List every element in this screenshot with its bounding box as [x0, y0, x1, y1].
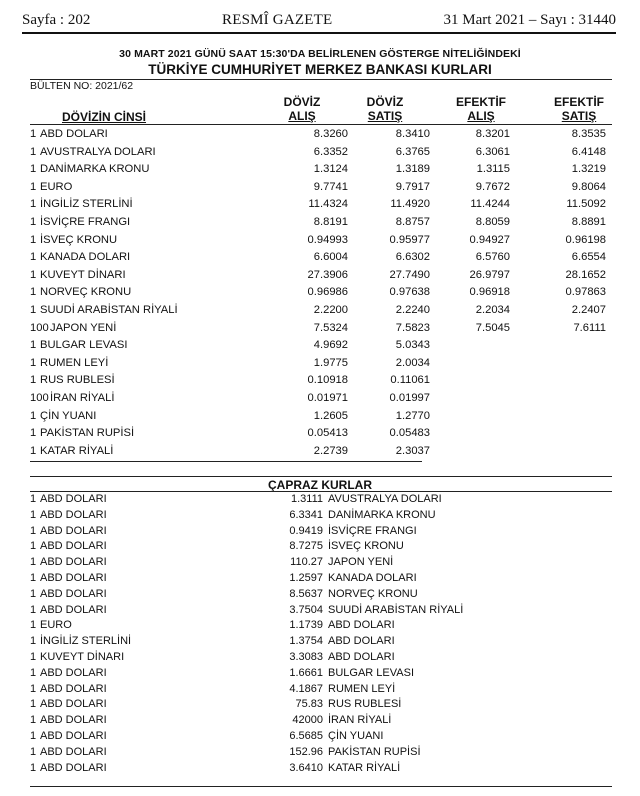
cross-row: [30, 603, 610, 619]
doviz-alis-value: 2.2739: [313, 444, 348, 457]
unit-quantity: 1: [30, 409, 37, 422]
unit-quantity: 1: [30, 650, 37, 663]
rates-bottom-rule: [30, 461, 422, 462]
doviz-satis-value: 0.11061: [390, 374, 430, 387]
base-currency: ABD DOLARI: [40, 571, 107, 584]
doviz-satis-value: 6.6302: [395, 251, 430, 264]
unit-quantity: 1: [30, 508, 37, 521]
doviz-satis-value: 27.7490: [389, 268, 430, 281]
table-row: [30, 232, 610, 250]
bulletin-number: BÜLTEN NO: 2021/62: [30, 80, 134, 92]
doviz-satis-value: 8.8757: [395, 215, 430, 228]
efektif-satis-value: 2.2407: [571, 303, 606, 316]
unit-quantity: 1: [30, 666, 37, 679]
efektif-satis-value: 8.8891: [571, 215, 606, 228]
currency-name: SUUDİ ARABİSTAN RİYALİ: [40, 303, 178, 316]
cross-rates-table: [30, 492, 610, 776]
base-currency: ABD DOLARI: [40, 524, 107, 537]
currency-name: RUMEN LEYİ: [40, 356, 109, 369]
currency-name: İSVİÇRE FRANGI: [40, 215, 131, 228]
cross-row: [30, 539, 610, 555]
doviz-alis-value: 1.9775: [313, 356, 348, 369]
rates-table: [30, 126, 610, 460]
unit-quantity: 1: [30, 286, 37, 299]
target-currency: JAPON YENİ: [328, 556, 394, 569]
cross-rate-value: 3.7504: [289, 603, 323, 616]
unit-quantity: 1: [30, 198, 37, 211]
unit-quantity: 1: [30, 444, 37, 457]
table-row: [30, 390, 610, 408]
doviz-alis-value: 6.6004: [313, 251, 348, 264]
table-row: [30, 337, 610, 355]
cross-rate-value: 6.3341: [289, 508, 323, 521]
unit-quantity: 1: [30, 729, 37, 742]
unit-quantity: 1: [30, 339, 37, 352]
cross-rate-value: 1.2597: [289, 571, 323, 584]
cross-rate-value: 0.9419: [289, 524, 323, 537]
base-currency: İNGİLİZ STERLİNİ: [40, 635, 132, 648]
unit-quantity: 1: [30, 128, 37, 140]
target-currency: İSVİÇRE FRANGI: [328, 524, 417, 537]
currency-name: İSVEÇ KRONU: [40, 233, 118, 246]
doviz-satis-value: 1.3189: [395, 163, 430, 176]
cross-row: [30, 745, 610, 761]
currency-name: KATAR RİYALİ: [40, 444, 114, 457]
table-row: [30, 302, 610, 320]
cross-rate-value: 110.27: [290, 556, 323, 569]
doviz-satis-value: 8.3410: [395, 128, 430, 140]
efektif-alis-value: 9.7672: [475, 180, 510, 193]
target-currency: ABD DOLARI: [328, 619, 395, 632]
bottom-rule: [30, 786, 612, 787]
doviz-satis-value: 0.01997: [389, 391, 430, 404]
cross-top-rule: [30, 476, 612, 477]
base-currency: ABD DOLARI: [40, 729, 107, 742]
doviz-satis-value: 11.4920: [390, 198, 430, 211]
currency-name: KANADA DOLARI: [40, 251, 131, 264]
doviz-satis-value: 1.2770: [395, 409, 430, 422]
cross-row: [30, 713, 610, 729]
doviz-alis-value: 4.9692: [313, 339, 348, 352]
base-currency: ABD DOLARI: [40, 556, 107, 569]
unit-quantity: 1: [30, 571, 37, 584]
unit-quantity: 1: [30, 215, 37, 228]
document-title-line1: 30 MART 2021 GÜNÜ SAAT 15:30'DA BELİRLENEN GÖSTERGE NİTELİĞİNDEKİ: [119, 48, 521, 60]
unit-quantity: 100: [30, 391, 49, 404]
doviz-satis-value: 2.3037: [395, 444, 430, 457]
table-row: [30, 408, 610, 426]
doviz-satis-value: 6.3765: [395, 145, 430, 158]
table-row: [30, 372, 610, 390]
doviz-alis-value: 27.3906: [307, 268, 348, 281]
efektif-satis-value: 1.3219: [571, 163, 606, 176]
cross-row: [30, 650, 610, 666]
cross-rate-value: 3.6410: [289, 761, 323, 774]
table-row: [30, 320, 610, 338]
cross-rate-value: 1.1739: [289, 619, 323, 632]
target-currency: KANADA DOLARI: [328, 571, 417, 584]
base-currency: ABD DOLARI: [40, 603, 107, 616]
doviz-alis-value: 6.3352: [313, 145, 348, 158]
table-header-rule: [30, 124, 612, 125]
cross-row: [30, 729, 610, 745]
doviz-alis-value: 11.4324: [308, 198, 348, 211]
cross-rate-value: 75.83: [295, 698, 323, 711]
doviz-alis-value: 0.10918: [307, 374, 348, 387]
table-row: [30, 144, 610, 162]
cross-rate-value: 1.3111: [290, 493, 323, 505]
efektif-alis-value: 0.96918: [469, 286, 510, 299]
unit-quantity: 1: [30, 180, 37, 193]
doviz-alis-value: 8.3260: [313, 128, 348, 140]
doviz-satis-value: 0.97638: [389, 286, 430, 299]
cross-rates-title: ÇAPRAZ KURLAR: [268, 478, 372, 492]
efektif-alis-value: 7.5045: [475, 321, 510, 334]
base-currency: EURO: [40, 619, 72, 632]
efektif-alis-value: 8.8059: [475, 215, 510, 228]
unit-quantity: 1: [30, 556, 37, 569]
base-currency: ABD DOLARI: [40, 587, 107, 600]
doviz-satis-value: 5.0343: [395, 339, 430, 352]
column-header-efektif-satis: EFEKTİF SATIŞ: [554, 95, 604, 123]
column-header-currency: DÖVİZİN CİNSİ: [62, 110, 147, 124]
column-header-doviz-alis: DÖVİZ ALIŞ: [283, 95, 321, 123]
target-currency: DANİMARKA KRONU: [328, 508, 436, 521]
cross-row: [30, 682, 610, 698]
doviz-alis-value: 0.01971: [307, 391, 348, 404]
efektif-satis-value: 8.3535: [571, 128, 606, 140]
table-row: [30, 443, 610, 461]
target-currency: ABD DOLARI: [328, 635, 395, 648]
base-currency: ABD DOLARI: [40, 540, 107, 553]
doviz-alis-value: 9.7741: [313, 180, 348, 193]
currency-name: PAKİSTAN RUPİSİ: [40, 427, 135, 440]
efektif-alis-value: 2.2034: [475, 303, 510, 316]
cross-row: [30, 571, 610, 587]
target-currency: NORVEÇ KRONU: [328, 587, 418, 600]
unit-quantity: 1: [30, 540, 37, 553]
base-currency: ABD DOLARI: [40, 666, 107, 679]
efektif-alis-value: 26.9797: [469, 268, 510, 281]
efektif-satis-value: 0.97863: [565, 286, 606, 299]
currency-name: ÇİN YUANI: [40, 409, 97, 422]
cross-row: [30, 666, 610, 682]
currency-name: İNGİLİZ STERLİNİ: [40, 198, 133, 211]
unit-quantity: 1: [30, 303, 37, 316]
page-number: Sayfa : 202: [22, 12, 91, 28]
doviz-alis-value: 1.3124: [313, 163, 348, 176]
unit-quantity: 1: [30, 745, 37, 758]
gazette-header: [22, 8, 616, 32]
currency-name: KUVEYT DİNARI: [40, 268, 126, 281]
target-currency: İRAN RİYALİ: [328, 714, 392, 727]
unit-quantity: 1: [30, 619, 37, 632]
efektif-alis-value: 0.94927: [469, 233, 510, 246]
doviz-satis-value: 0.05483: [389, 427, 430, 440]
base-currency: ABD DOLARI: [40, 714, 107, 727]
base-currency: ABD DOLARI: [40, 761, 107, 774]
efektif-satis-value: 11.5092: [566, 198, 606, 211]
efektif-alis-value: 1.3115: [476, 163, 510, 176]
table-row: [30, 126, 610, 144]
unit-quantity: 1: [30, 698, 37, 711]
doviz-alis-value: 0.94993: [307, 233, 348, 246]
table-row: [30, 214, 610, 232]
efektif-alis-value: 6.3061: [475, 145, 510, 158]
efektif-satis-value: 9.8064: [571, 180, 606, 193]
cross-rate-value: 6.5685: [289, 729, 323, 742]
currency-name: EURO: [40, 180, 73, 193]
unit-quantity: 1: [30, 251, 37, 264]
unit-quantity: 1: [30, 682, 37, 695]
cross-rate-value: 3.3083: [289, 650, 323, 663]
unit-quantity: 1: [30, 145, 37, 158]
base-currency: ABD DOLARI: [40, 698, 107, 711]
efektif-satis-value: 6.4148: [571, 145, 606, 158]
document-title-line2: TÜRKİYE CUMHURİYET MERKEZ BANKASI KURLARI: [148, 62, 492, 77]
efektif-satis-value: 6.6554: [571, 251, 606, 264]
cross-row: [30, 555, 610, 571]
doviz-alis-value: 7.5324: [313, 321, 348, 334]
unit-quantity: 1: [30, 163, 37, 176]
cross-rate-value: 8.5637: [289, 587, 323, 600]
unit-quantity: 1: [30, 374, 37, 387]
target-currency: SUUDİ ARABİSTAN RİYALİ: [328, 603, 464, 616]
efektif-alis-value: 6.5760: [475, 251, 510, 264]
target-currency: AVUSTRALYA DOLARI: [328, 493, 442, 505]
cross-rate-value: 42000: [292, 714, 323, 727]
unit-quantity: 1: [30, 714, 37, 727]
cross-row: [30, 524, 610, 540]
unit-quantity: 1: [30, 356, 37, 369]
table-row: [30, 284, 610, 302]
cross-row: [30, 492, 610, 508]
base-currency: ABD DOLARI: [40, 493, 107, 505]
efektif-satis-value: 28.1652: [565, 268, 606, 281]
cross-rate-value: 4.1867: [289, 682, 323, 695]
unit-quantity: 1: [30, 603, 37, 616]
unit-quantity: 1: [30, 233, 37, 246]
unit-quantity: 1: [30, 493, 37, 505]
currency-name: İRAN RİYALİ: [50, 391, 115, 404]
unit-quantity: 1: [30, 761, 37, 774]
cross-row: [30, 697, 610, 713]
cross-row: [30, 508, 610, 524]
target-currency: KATAR RİYALİ: [328, 761, 401, 774]
date-issue: 31 Mart 2021 – Sayı : 31440: [443, 12, 616, 28]
cross-row: [30, 761, 610, 777]
cross-row: [30, 618, 610, 634]
currency-name: NORVEÇ KRONU: [40, 286, 132, 299]
doviz-satis-value: 2.2240: [395, 303, 430, 316]
doviz-satis-value: 2.0034: [395, 356, 430, 369]
doviz-satis-value: 0.95977: [389, 233, 430, 246]
doviz-alis-value: 0.96986: [307, 286, 348, 299]
table-row: [30, 161, 610, 179]
doviz-satis-value: 7.5823: [395, 321, 430, 334]
table-row: [30, 425, 610, 443]
table-row: [30, 355, 610, 373]
base-currency: ABD DOLARI: [40, 682, 107, 695]
base-currency: ABD DOLARI: [40, 745, 107, 758]
currency-name: DANİMARKA KRONU: [40, 163, 150, 176]
target-currency: RUMEN LEYİ: [328, 682, 396, 695]
cross-rate-value: 8.7275: [289, 540, 323, 553]
target-currency: ÇİN YUANI: [328, 729, 384, 742]
column-header-efektif-alis: EFEKTİF ALIŞ: [456, 95, 506, 123]
doviz-alis-value: 1.2605: [313, 409, 348, 422]
doviz-satis-value: 9.7917: [395, 180, 430, 193]
base-currency: ABD DOLARI: [40, 508, 107, 521]
target-currency: İSVEÇ KRONU: [328, 540, 404, 553]
doviz-alis-value: 2.2200: [313, 303, 348, 316]
base-currency: KUVEYT DİNARI: [40, 650, 125, 663]
efektif-satis-value: 0.96198: [565, 233, 606, 246]
unit-quantity: 1: [30, 635, 37, 648]
column-header-doviz-satis: DÖVİZ SATIŞ: [366, 95, 404, 123]
unit-quantity: 1: [30, 268, 37, 281]
efektif-alis-value: 8.3201: [475, 128, 510, 140]
currency-name: BULGAR LEVASI: [40, 339, 128, 352]
cross-rate-value: 1.3754: [289, 635, 323, 648]
efektif-alis-value: 11.4244: [470, 198, 510, 211]
cross-row: [30, 634, 610, 650]
cross-row: [30, 587, 610, 603]
header-rule: [22, 32, 616, 34]
efektif-satis-value: 7.6111: [573, 321, 606, 334]
unit-quantity: 1: [30, 524, 37, 537]
unit-quantity: 1: [30, 587, 37, 600]
table-row: [30, 179, 610, 197]
currency-name: JAPON YENİ: [50, 321, 117, 334]
unit-quantity: 1: [30, 427, 37, 440]
table-row: [30, 249, 610, 267]
currency-name: AVUSTRALYA DOLARI: [40, 145, 156, 158]
doviz-alis-value: 0.05413: [307, 427, 348, 440]
currency-name: ABD DOLARI: [40, 128, 108, 140]
target-currency: RUS RUBLESİ: [328, 698, 402, 711]
target-currency: ABD DOLARI: [328, 650, 395, 663]
unit-quantity: 100: [30, 321, 49, 334]
doviz-alis-value: 8.8191: [313, 215, 348, 228]
cross-rate-value: 152.96: [289, 745, 323, 758]
cross-rate-value: 1.6661: [289, 666, 323, 679]
gazette-name: RESMÎ GAZETE: [222, 12, 333, 28]
target-currency: BULGAR LEVASI: [328, 666, 414, 679]
table-row: [30, 196, 610, 214]
table-row: [30, 267, 610, 285]
currency-name: RUS RUBLESİ: [40, 374, 115, 387]
target-currency: PAKİSTAN RUPİSİ: [328, 745, 421, 758]
